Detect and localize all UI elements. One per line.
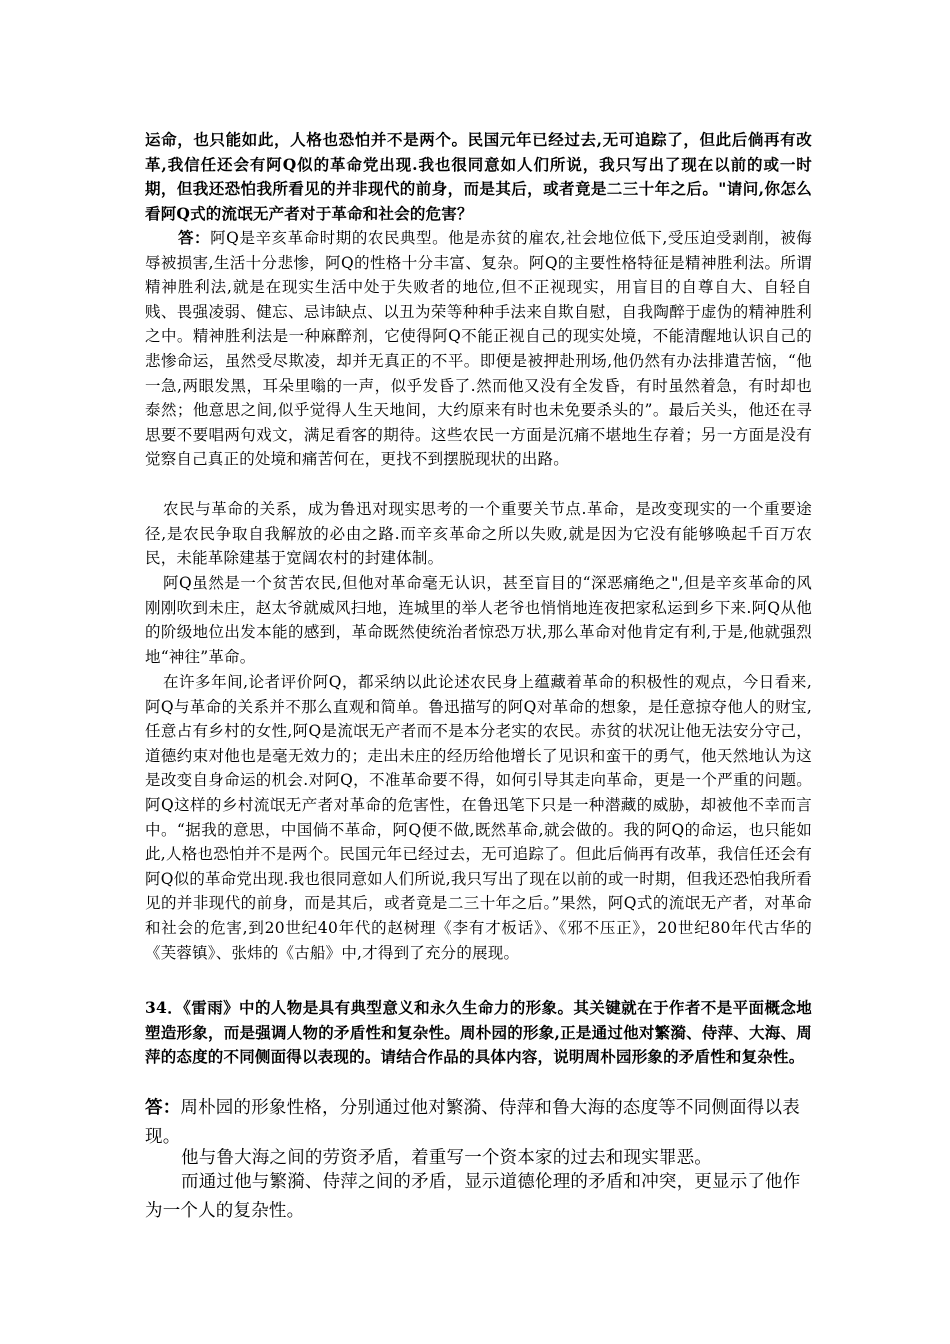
answer-paragraph-1 <box>145 226 812 472</box>
answer-text-1: 阿Q是辛亥革命时期的农民典型。他是赤贫的雇农,社会地位低下,受压迫受剥削，被侮辱被损害,生活十分悲惨，阿Q的性格十分丰富、复杂。阿Q的主要性格特征是精神胜利法。所谓精神胜利法,就是在现实生活中处于失败者的地位,但不正视现实，用盲目的自尊自大、自轻自贱、畏强凌弱、健忘、忌讳缺点、以丑为荣等种种手法来自欺自慰，自我陶醉于虚伪的精神胜利之中。精神胜利法是一种麻醉剂，它使得阿Q不能正视自己的现实处境，不能清醒地认识自己的悲惨命运，虽然受尽欺凌，却并无真正的不平。即便是被押赴刑场,他仍然有办法排遣苦恼，“他一急,两眼发黑，耳朵里嗡的一声，似乎发昏了.然而他又没有全发昏，有时虽然着急，有时却也泰然；他意思之间,似乎觉得人生天地间，大约原来有时也未免要杀头的”。最后关头，他还在寻思要不要唱两句戏文，满足看客的期待。这些农民一方面是沉痛不堪地生存着；另一方面是没有觉察自己真正的处境和痛苦何在，更找不到摆脱现状的出路。 <box>145 229 812 469</box>
answer-34-paragraph-2: 他与鲁大海之间的劳资矛盾，着重写一个资本家的过去和现实罪恶。 <box>181 1148 712 1168</box>
answer-paragraph-2: 农民与革命的关系，成为鲁迅对现实思考的一个重要关节点.革命，是改变现实的一个重要途径,是农民争取自我解放的必由之路.而辛亥革命之所以失败,就是因为它没有能够唤起千百万农民，未能革除建基于宽阔农村的封建体制。 <box>145 500 812 568</box>
question-34: 34．《雷雨》中的人物是具有典型意义和永久生命力的形象。其关键就在于作者不是平面概念地塑造形象，而是强调人物的矛盾性和复杂性。周朴园的形象,正是通过他对繁漪、侍萍、大海、周萍的态度的不同侧面得以表现的。请结合作品的具体内容，说明周朴园形象的矛盾性和复杂性。 <box>145 998 812 1067</box>
answer-paragraph-3: 阿Q虽然是一个贫苦农民,但他对革命毫无认识，甚至盲目的“深恶痛绝之",但是辛亥革命的风刚刚吹到未庄，赵太爷就威风扫地，连城里的举人老爷也悄悄地连夜把家私运到乡下来.阿Q从他的阶级地位出发本能的感到，革命既然使统治者惊恐万状,那么革命对他肯定有利,于是,他就强烈地“神往”革命。 <box>145 574 812 666</box>
answer-34-label: 答： <box>145 1098 181 1118</box>
answer-paragraph-4: 在许多年间,论者评价阿Q，都采纳以此论述农民身上蕴藏着革命的积极性的观点，今日看来,阿Q与革命的关系并不那么直观和简单。鲁迅描写的阿Q对革命的想象，是任意掠夺他人的财宝,任意占有乡村的女性,阿Q是流氓无产者而不是本分老实的农民。赤贫的状况让他无法安分守己，道德约束对他也是毫无效力的；走出未庄的经历给他增长了见识和蛮干的勇气，他天然地认为这是改变自身命运的机会.对阿Q，不准革命要不得，如何引导其走向革命，更是一个严重的问题。阿Q这样的乡村流氓无产者对革命的危害性，在鲁迅笔下只是一种潜藏的威胁，却被他不幸而言中。“据我的意思，中国倘不革命，阿Q便不做,既然革命,就会做的。我的阿Q的命运，也只能如此,人格也恐怕并不是两个。民国元年已经过去，无可追踪了。但此后倘再有改革，我信任还会有阿Q似的革命党出现.我也很同意如人们所说,我只写出了现在以前的或一时期，但我还恐怕我所看见的并非现代的前身，而是其后，或者竟是二三十年之后。”果然，阿Q式的流氓无产者，对革命和社会的危害,到20世纪40年代的赵树理《李有才板话》、《邪不压正》，20世纪80年代古华的《芙蓉镇》、张炜的《古船》中,才得到了充分的展现。 <box>145 673 812 962</box>
answer-34-paragraph-3: 而通过他与繁漪、侍萍之间的矛盾，显示道德伦理的矛盾和冲突，更显示了他作为一个人的复杂性。 <box>145 1172 801 1221</box>
answer-label: 答： <box>178 228 211 247</box>
question-tail: 运命，也只能如此，人格也恐怕并不是两个。民国元年已经过去,无可追踪了，但此后倘再有改革,我信任还会有阿Q似的革命党出现.我也很同意如人们所说，我只写出了现在以前的或一时期，但我还恐怕我所看见的并非现代的前身，而是其后，或者竟是二三十年之后。"请问,你怎么看阿Q式的流氓无产者对于革命和社会的危害？ <box>145 130 812 223</box>
answer-34-text-1: 周朴园的形象性格，分别通过他对繁漪、侍萍和鲁大海的态度等不同侧面得以表现。 <box>145 1098 800 1147</box>
